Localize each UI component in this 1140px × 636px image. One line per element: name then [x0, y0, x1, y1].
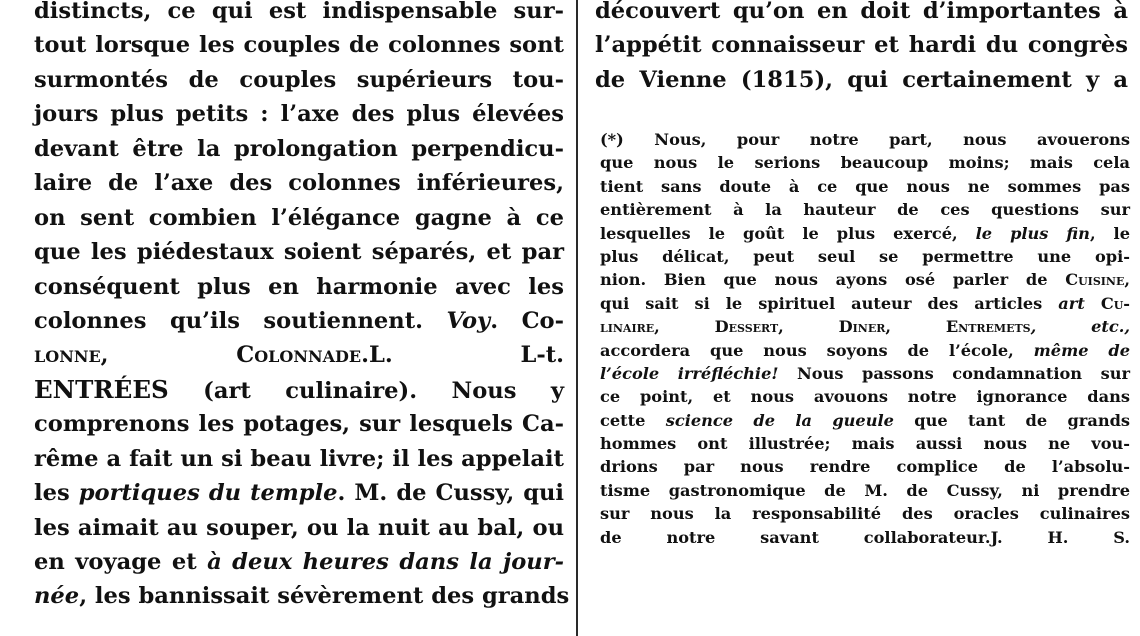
cross-reference-entries: lonne, Colonnade.: [34, 342, 369, 369]
italic-phrase: science de la gueule: [665, 410, 894, 430]
text-line: rême a fait un si beau livre; il les appelait: [34, 445, 564, 472]
footnote-line: (*) Nous, pour notre part, nous avouerons: [600, 130, 1130, 149]
footnote: [600, 128, 1130, 549]
text-line: devant être la prolongation perpendicu-: [34, 135, 564, 162]
text-line: de Vienne (1815), qui certainement y a: [595, 66, 1128, 93]
text-segment: colonnes qu’ils soutiennent.: [34, 307, 447, 334]
text-segment: . M. de Cussy, qui: [337, 480, 565, 507]
text-segment: , les bannissait sévèrement des grands: [79, 583, 570, 610]
footnote-line: plus délicat, peut seul se permettre une opi-: [600, 246, 1130, 266]
text-line: laire de l’axe des colonnes inférieures,: [34, 170, 564, 197]
italic-phrase: , etc.,: [1030, 317, 1130, 337]
footnote-line: ce point, et nous avouons notre ignorance dans: [600, 387, 1130, 407]
footnote-line: tient sans doute à ce que nous ne sommes pas: [600, 176, 1130, 196]
footnote-signature-line: [600, 526, 1130, 549]
italic-phrase: née: [34, 583, 80, 610]
text-segment: que tant de grands: [893, 410, 1131, 430]
italic-phrase: le plus fin: [975, 223, 1090, 243]
text-line: on sent combien l’élégance gagne à ce: [34, 204, 564, 231]
entry-heading-line: [34, 373, 564, 407]
text-line: que les piédestaux soient séparés, et par: [34, 239, 564, 266]
footnote-line-with-italic: [600, 409, 1130, 432]
italic-phrase: art: [1058, 293, 1085, 313]
footnote-line-with-italic: [600, 362, 1130, 385]
right-column-text: [595, 0, 1128, 97]
text-line: distincts, ce qui est indispensable sur-: [34, 0, 564, 24]
text-segment: cette: [600, 410, 666, 430]
footnote-line-with-small-caps: [600, 315, 1130, 338]
text-segment: en voyage et: [34, 549, 208, 575]
text-line: comprenons les potages, sur lesquels Ca-: [34, 411, 564, 438]
text-line: conséquent plus en harmonie avec les: [34, 273, 564, 300]
italic-phrase: même de: [1033, 340, 1130, 360]
italic-phrase: à deux heures dans la jour-: [207, 549, 564, 575]
text-line: découvert qu’on en doit d’importantes à: [595, 0, 1128, 24]
text-line: jours plus petits : l’axe des plus élevées: [34, 101, 564, 128]
footnote-line: drions par nous rendre complice de l’absolu-: [600, 457, 1130, 477]
cross-reference-entry: Cu-: [1100, 293, 1131, 313]
italic-phrase: portiques du temple: [78, 480, 338, 507]
text-segment: qui sait si le spirituel auteur des articles: [600, 293, 1059, 313]
text-line: les aimait au souper, ou la nuit au bal, ou: [34, 514, 564, 541]
text-segment: [1085, 294, 1101, 313]
text-segment: nion. Bien que nous ayons osé parler de: [600, 270, 1066, 290]
italic-abbreviation: Voy: [446, 307, 491, 334]
text-line: tout lorsque les couples de colonnes sont: [34, 32, 564, 59]
footnote-line-with-italic: [600, 222, 1130, 245]
text-segment: accordera que nous soyons de l’école,: [600, 340, 1034, 360]
text-line-with-italic: [34, 579, 570, 613]
text-segment: Nous passons condamnation sur: [778, 363, 1130, 383]
footnote-line: que nous le serions beaucoup moins; mais cela: [600, 153, 1130, 173]
footnote-line: sur nous la responsabilité des oracles culinaires: [600, 504, 1130, 524]
footnote-line: hommes ont illustrée; mais aussi nous ne vou-: [600, 434, 1130, 454]
text-segment: de notre savant collaborateur.: [600, 527, 991, 547]
text-segment: ,: [1124, 270, 1130, 290]
column-divider: [576, 0, 578, 636]
italic-phrase: l’école irréfléchie!: [600, 363, 779, 383]
text-segment: les: [34, 480, 79, 507]
text-segment: . Co-: [490, 307, 564, 334]
text-segment: (art culinaire). Nous y: [168, 377, 564, 404]
text-line: surmontés de couples supérieurs tou-: [34, 66, 564, 93]
text-line-with-italic: [34, 476, 564, 510]
text-segment: lesquelles le goût le plus exercé,: [600, 223, 976, 243]
author-signature: J. H. S.: [990, 527, 1130, 547]
footnote-line-with-italic: [600, 339, 1130, 362]
text-line-with-italic: [34, 545, 564, 579]
footnote-line-with-small-caps: [600, 268, 1130, 291]
footnote-line: entièrement à la hauteur de ces questions sur: [600, 200, 1130, 220]
cross-reference-signature-line: [34, 338, 564, 372]
footnote-line: tisme gastronomique de M. de Cussy, ni prendre: [600, 480, 1130, 500]
text-segment: , le: [1089, 223, 1130, 243]
entry-headword: ENTRÉES: [34, 374, 169, 404]
author-signature: L. L-t.: [368, 342, 565, 369]
footnote-line-with-italic: [600, 292, 1130, 315]
cross-reference-entry: Cuisine: [1065, 270, 1125, 290]
cross-reference-entries: linaire, Dessert, Diner, Entremets: [600, 317, 1031, 337]
left-column-text: [34, 0, 570, 614]
text-line-with-italic: [34, 304, 564, 338]
text-line: l’appétit connaisseur et hardi du congrès: [595, 32, 1128, 59]
